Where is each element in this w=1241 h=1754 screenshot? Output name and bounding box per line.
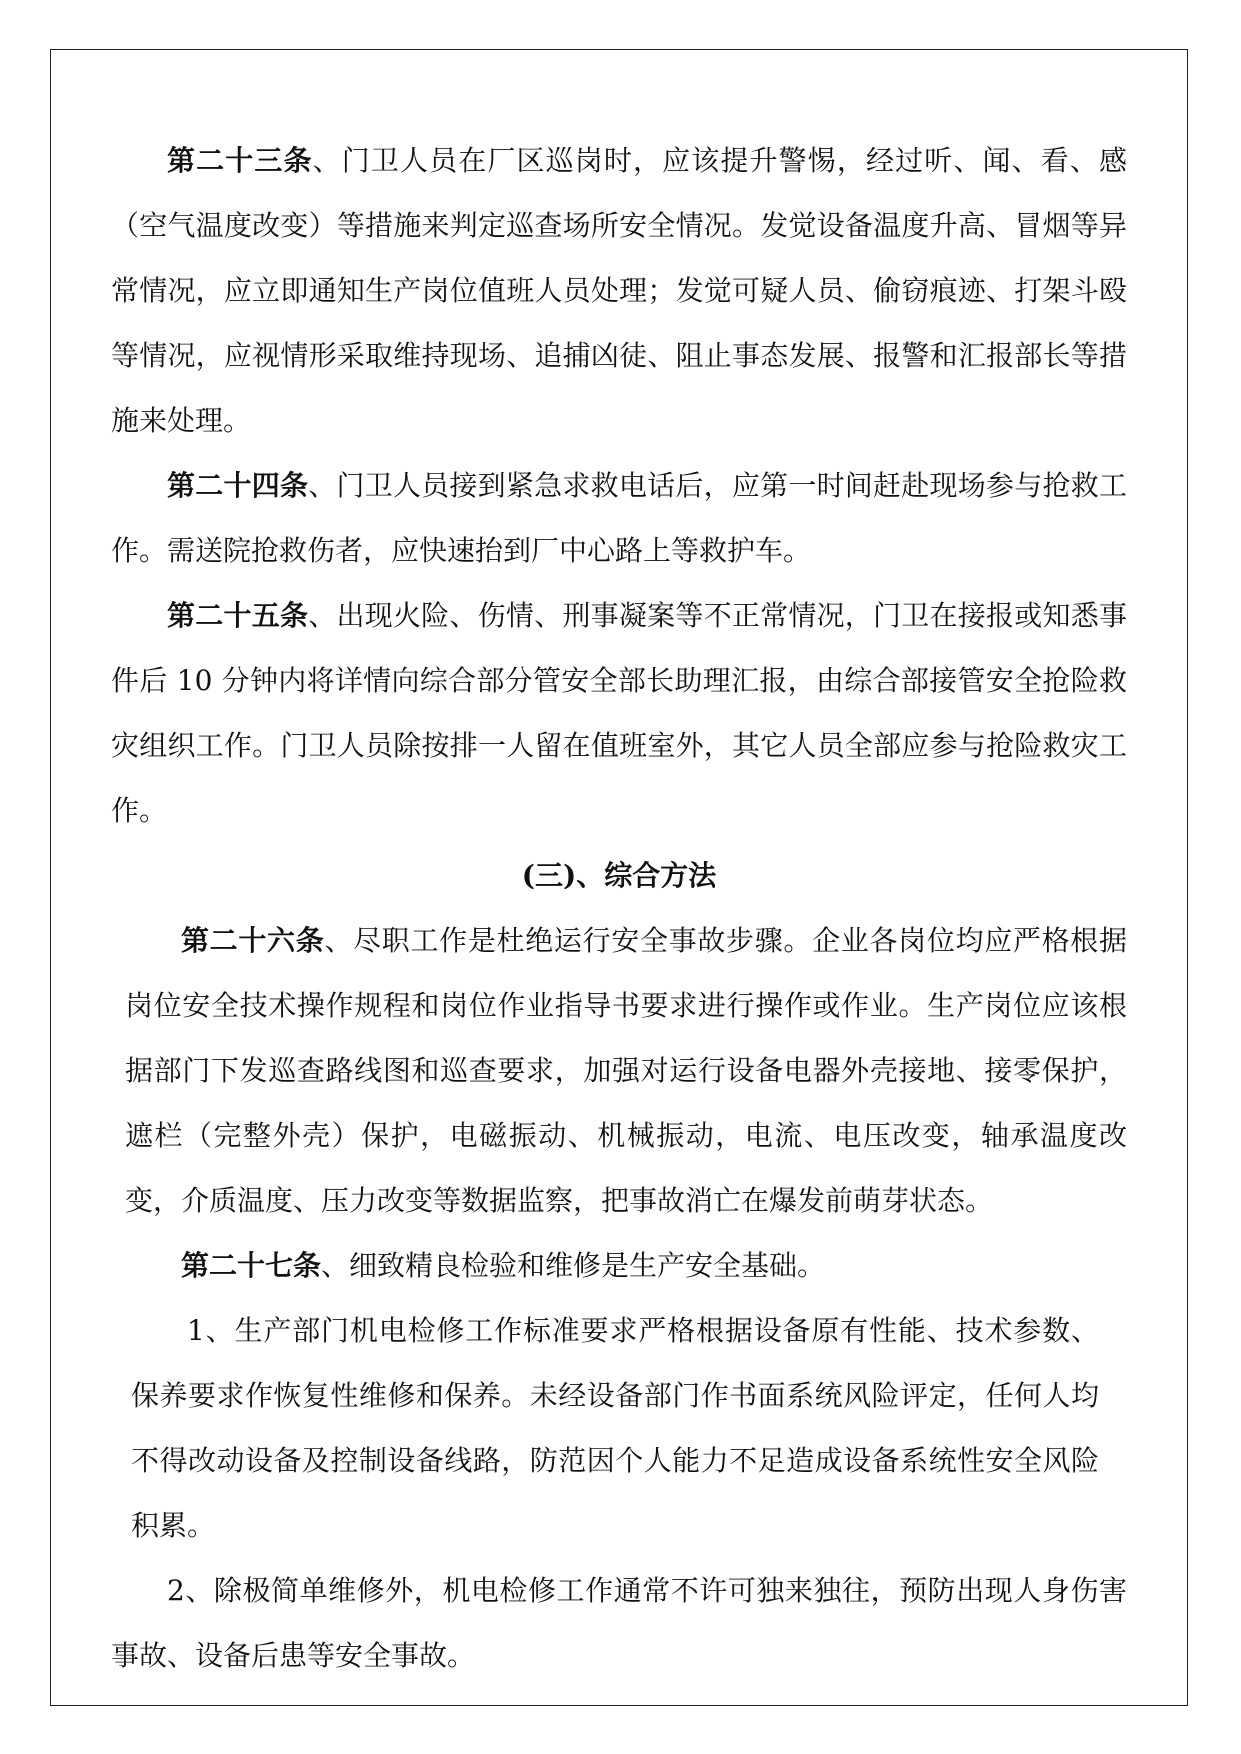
- item-1: 1、生产部门机电检修工作标准要求严格根据设备原有性能、技术参数、保养要求作恢复性维修和保养。未经设备部门作书面系统风险评定，任何人均不得改动设备及控制设备线路，防范因个人能力不足造成设备系统性安全风险积累。: [131, 1314, 1099, 1542]
- article-25-lead: 第二十五条: [167, 599, 309, 632]
- article-26-text: 、尽职工作是杜绝运行安全事故步骤。企业各岗位均应严格根据岗位安全技术操作规程和岗位作业指导书要求进行操作或作业。生产岗位应该根据部门下发巡查路线图和巡查要求，加强对运行设备电器外壳接地、接零保护，遮栏（完整外壳）保护，电磁振动、机械振动，电流、电压改变，轴承温度改变，介质温度、压力改变等数据监察，把事故消亡在爆发前萌芽状态。: [125, 924, 1127, 1217]
- article-24-lead: 第二十四条: [167, 469, 309, 502]
- section-heading: (三)、综合方法: [521, 859, 717, 892]
- document-body: [111, 128, 1127, 1688]
- article-27-lead: 第二十七条: [181, 1249, 322, 1282]
- article-25-text: 、出现火险、伤情、刑事凝案等不正常情况，门卫在接报或知悉事件后 10 分钟内将详情向综合部分管安全部长助理汇报，由综合部接管安全抢险救灾组织工作。门卫人员除按排一人留在值班室外，其它人员全部应参与抢险救灾工作。: [111, 599, 1127, 827]
- article-27-text: 、细致精良检验和维修是生产安全基础。: [321, 1249, 826, 1282]
- article-27: [111, 1233, 1127, 1298]
- article-24-text: 、门卫人员接到紧急求救电话后，应第一时间赶赴现场参与抢救工作。需送院抢救伤者，应快速抬到厂中心路上等救护车。: [111, 469, 1127, 567]
- article-26-lead: 第二十六条: [181, 924, 325, 957]
- article-23-lead: 第二十三条: [167, 144, 313, 177]
- article-23: [111, 128, 1127, 453]
- item-2: 2、除极简单维修外，机电检修工作通常不许可独来独往，预防出现人身伤害事故、设备后患等安全事故。: [111, 1574, 1127, 1672]
- article-26: [111, 908, 1127, 1233]
- article-24: [111, 453, 1127, 583]
- article-25: [111, 583, 1127, 843]
- article-23-text: 、门卫人员在厂区巡岗时，应该提升警惕，经过听、闻、看、感（空气温度改变）等措施来判定巡查场所安全情况。发觉设备温度升高、冒烟等异常情况，应立即通知生产岗位值班人员处理；发觉可疑人员、偷窃痕迹、打架斗殴等情况，应视情形采取维持现场、追捕凶徒、阻止事态发展、报警和汇报部长等措施来处理。: [111, 144, 1127, 437]
